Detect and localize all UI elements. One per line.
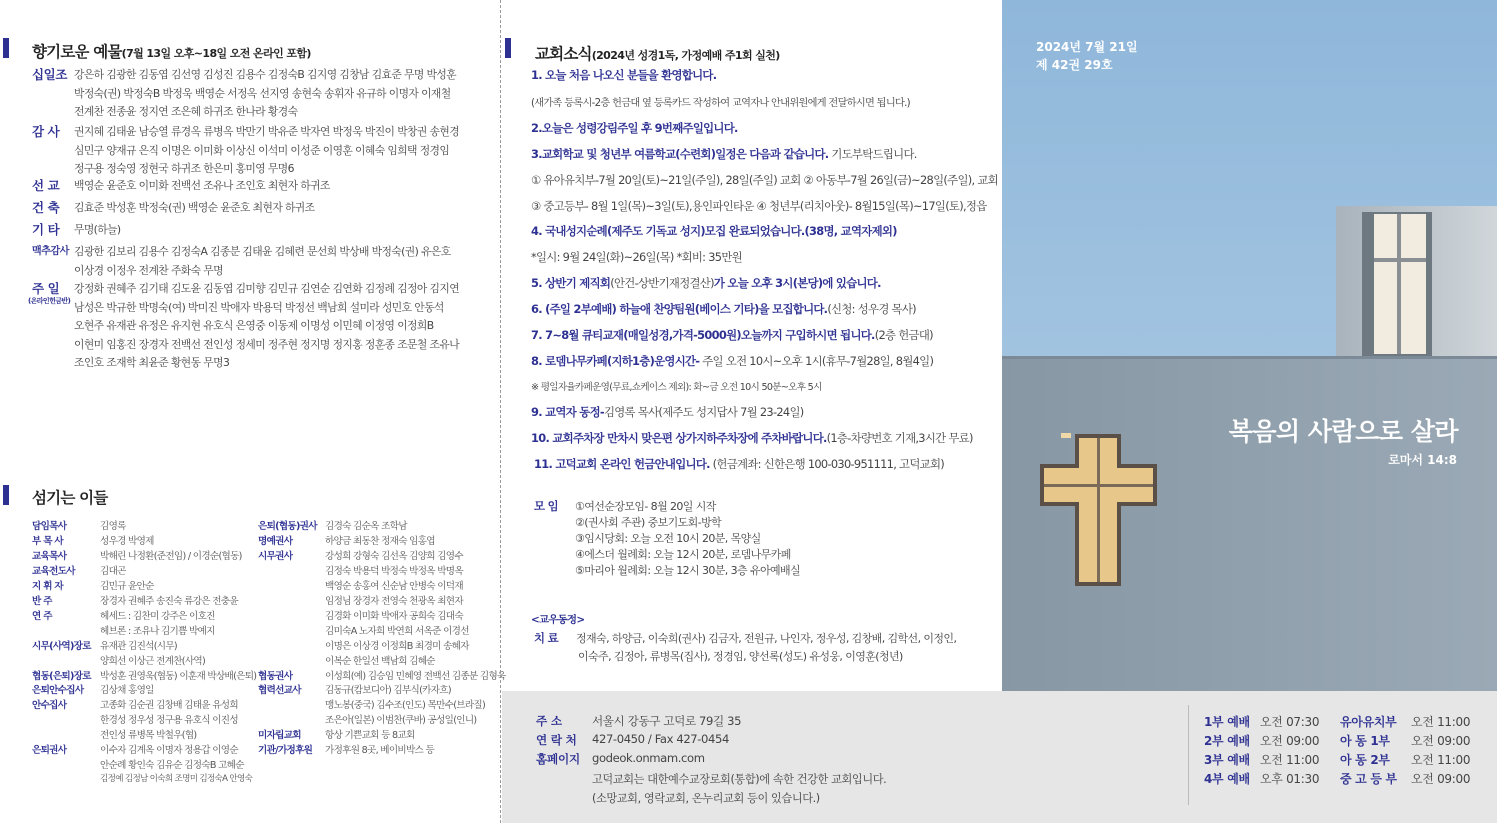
footer-contact bbox=[502, 691, 1002, 823]
gift-names: 백영순 윤준호 이미화 전백선 조유나 조인호 최현자 하귀조 bbox=[74, 179, 330, 192]
staff-names: 고종화 김순권 김창배 김태윤 유성희 bbox=[100, 700, 238, 711]
news-item-text: ③ 중고등부- 8월 1일(목)~3일(토),용인파인타운 ④ 청년부(리치아웃)- 8월15일(목)~17일(토),정읍 bbox=[531, 199, 987, 213]
staff-table bbox=[32, 518, 506, 788]
news-item bbox=[531, 353, 999, 369]
meeting-item: ③임시당회: 오늘 오전 10시 20분, 목양실 bbox=[575, 532, 761, 545]
news-item bbox=[531, 404, 999, 420]
gift-names: 김광한 김보리 김용수 김정숙A 김종분 김태윤 김혜련 문선희 박상배 박정숙(권) 유은호 이상경 이정우 전계찬 주화숙 무명 bbox=[74, 245, 451, 277]
news-item-text: 가 오늘 오후 3시(본당)에 있습니다. bbox=[713, 276, 881, 290]
staff-role: 안수집사 bbox=[32, 700, 67, 711]
gift-category: 기 타 bbox=[32, 222, 60, 237]
news-item-text: (새가족 등록시-2층 헌금대 옆 등록카드 작성하여 교역자나 안내위원에게 전달하시면 됩니다.) bbox=[531, 98, 910, 109]
staff-names: 김경숙 김순옥 조학남 bbox=[325, 521, 407, 532]
fold-line bbox=[500, 0, 501, 823]
contact-label: 연 락 처 bbox=[536, 733, 577, 747]
staff-names: 가정후원 8곳, 베이비박스 등 bbox=[325, 745, 435, 756]
gifts-title bbox=[32, 40, 311, 62]
news-item bbox=[531, 146, 999, 162]
news-item-text: *일시: 9월 24일(화)~26일(목) *회비: 35만원 bbox=[531, 250, 742, 264]
gift-names: 권지혜 김태윤 남승열 류경옥 류병옥 박만기 박유준 박자연 박정욱 박진이 박창권 송현경 심민구 양재규 은직 이명은 이미화 이상신 이석미 이성준 이영훈 이혜숙 임희택 정경임 정구용 정숙영 정현국 하귀조 한은미 홍미영 무명6 bbox=[74, 125, 460, 176]
school-time: 오전 09:00 bbox=[1411, 734, 1471, 748]
worship-times bbox=[1002, 691, 1497, 823]
staff-names: 백영순 송홍여 신순남 안병숙 이덕재 bbox=[325, 581, 463, 592]
staff-names: 박해린 나정환(준전임) / 이경순(협동) bbox=[100, 551, 242, 562]
school-time: 오전 09:00 bbox=[1411, 772, 1471, 786]
news-item bbox=[531, 198, 999, 214]
cover-theme: 복음의 사람으로 살라 bbox=[1228, 417, 1458, 446]
staff-role: 교육목사 bbox=[32, 551, 67, 562]
news-item-note: (2층 헌금대) bbox=[874, 328, 933, 342]
staff-names: 한경성 정우성 정구용 유호식 이진성 bbox=[100, 715, 238, 726]
staff-names: 임정님 장경자 전영숙 천광옥 최현자 bbox=[325, 596, 463, 607]
school-name: 아 동 1부 bbox=[1340, 734, 1390, 748]
staff-role: 기관/가정후원 bbox=[258, 745, 313, 756]
meeting-label: 모 임 bbox=[534, 499, 558, 513]
gift-category: 건 축 bbox=[32, 200, 60, 215]
cover-verse: 로마서 14:8 bbox=[1388, 453, 1457, 467]
gift-names: 무명(하늘) bbox=[74, 223, 121, 236]
service-time: 오전 07:30 bbox=[1260, 715, 1320, 729]
staff-names: 이성희(예) 김승임 민혜영 전백선 김종분 김형욱 bbox=[325, 671, 506, 682]
address: 서울시 강동구 고덕로 79길 35 bbox=[592, 714, 742, 728]
staff-names: 조은아(일본) 이범찬(쿠바) 공성일(인니) bbox=[325, 715, 477, 726]
school-name: 중 고 등 부 bbox=[1340, 772, 1397, 786]
contact: 427-0450 / Fax 427-0454 bbox=[592, 732, 729, 746]
staff-names: 김미숙A 노자희 박연희 서옥준 이경선 bbox=[325, 626, 469, 637]
news-subtitle: (2024년 성경1독, 가정예배 주1회 실천) bbox=[591, 49, 780, 62]
meeting-item: ①여선순장모임- 8월 20일 시작 bbox=[575, 500, 716, 513]
staff-names: 박성훈 권영욱(협동) 이훈재 박상배(은퇴) bbox=[100, 671, 257, 682]
cover bbox=[1002, 0, 1497, 691]
staff-names: 전인성 류병목 박철우(협) bbox=[100, 730, 197, 741]
news-item-text: 4. 국내성지순례(제주도 기독교 성지)모집 완료되었습니다.(38명, 교역자제외) bbox=[531, 224, 897, 238]
staff-names: 강성희 강형숙 김선옥 김양희 김영수 bbox=[325, 551, 463, 562]
section-marker bbox=[3, 485, 9, 505]
news-item bbox=[531, 301, 999, 317]
staff-names: 유재관 김진석(시무) bbox=[100, 641, 177, 652]
school-time: 오전 11:00 bbox=[1411, 753, 1471, 767]
gift-names: 강정화 권혜주 김기태 김도윤 김동엽 김미향 김민규 김연순 김연화 김정례 김정아 김지연 남성은 박규한 박명숙(여) 박미진 박애자 박용덕 박정선 백남희 설미라 성민호 안동석 오현주 유재관 유정은 유지현 유호식 은영중 이동제 이명성 이민혜 이정영 이정희B 이현미 임홍진 장경자 전백선 전인성 정세미 정주현 정지명 정지홍 정훈종 조문철 조유나 조인호 조재학 최윤준 황현동 무명3 bbox=[74, 282, 460, 370]
service-name: 1부 예배 bbox=[1204, 715, 1250, 729]
staff-role: 미자립교회 bbox=[258, 730, 301, 741]
news-item bbox=[531, 249, 999, 265]
news-item-note: (신청: 성우경 목사) bbox=[827, 302, 916, 316]
news-item bbox=[531, 275, 999, 291]
pastoral-header: <교우동정> bbox=[531, 614, 585, 626]
meeting-item: ④에스더 월례회: 오늘 12시 20분, 로뎀나무카페 bbox=[575, 548, 791, 561]
news-title bbox=[535, 42, 780, 64]
news-item-note: 기도부탁드립니다. bbox=[828, 147, 917, 161]
staff-names: 헤세드 : 김찬미 강주은 이호진 bbox=[100, 611, 215, 622]
news-title-text: 교회소식 bbox=[535, 45, 592, 63]
staff-role: 시무(사역)장로 bbox=[32, 641, 91, 652]
news-item bbox=[534, 456, 1002, 472]
news-item bbox=[531, 327, 999, 343]
homepage-link[interactable]: godeok.onmam.com bbox=[592, 751, 705, 765]
staff-names: 이명은 이상경 이정희B 최경미 송혜자 bbox=[325, 641, 469, 652]
staff-names: 맹노봉(중국) 김수조(인도) 목만수(브라질) bbox=[325, 700, 486, 711]
staff-role: 담임목사 bbox=[32, 521, 67, 532]
staff-title: 섬기는 이들 bbox=[32, 489, 108, 507]
address-label: 주 소 bbox=[536, 714, 562, 728]
gift-names: 김효준 박성훈 박정숙(권) 백영순 윤준호 최현자 하귀조 bbox=[74, 201, 315, 214]
news-item-text: ① 유아유치부-7월 20일(토)~21일(주일), 28일(주일) 교회 ② 아동부-7월 26일(금)~28일(주일), 교회 bbox=[531, 173, 998, 187]
cover-illustration bbox=[1002, 0, 1497, 691]
gift-category: 맥추감사 bbox=[32, 246, 70, 257]
gift-category: 선 교 bbox=[32, 178, 60, 193]
staff-names: 양희선 이상근 전계찬(사역) bbox=[100, 656, 206, 667]
staff-names: 김영록 bbox=[100, 521, 126, 532]
staff-names: 김민규 윤안순 bbox=[100, 581, 154, 592]
service-name: 4부 예배 bbox=[1204, 772, 1250, 786]
news-item bbox=[531, 379, 999, 393]
news-item-text: 10. 교회주차장 만차시 맞은편 상가지하주차장에 주차바랍니다. bbox=[531, 431, 827, 445]
news-item-text: 9. 교역자 동정- bbox=[531, 405, 604, 419]
gift-category: 십일조 bbox=[32, 67, 68, 82]
staff-names: 김정숙 박용덕 박정숙 박정옥 박명옥 bbox=[325, 566, 463, 577]
staff-role: 협동권사 bbox=[258, 671, 293, 682]
staff-names: 장경자 권혜주 송진숙 류강은 전충윤 bbox=[100, 596, 238, 607]
service-time: 오전 11:00 bbox=[1260, 753, 1320, 767]
staff-names: 김경화 이미화 박애자 공희숙 김대숙 bbox=[325, 611, 463, 622]
staff-names: 헤브론 : 조유나 김기쁨 박예지 bbox=[100, 626, 215, 637]
news-item-note: (1층-차량번호 기재,3시간 무료) bbox=[826, 431, 973, 445]
staff-names: 김대곤 bbox=[100, 566, 126, 577]
section-marker bbox=[3, 38, 9, 58]
staff-names: 이복순 한일선 백남희 김혜순 bbox=[325, 656, 435, 667]
school-name: 유아유치부 bbox=[1340, 715, 1397, 729]
staff-names: 이수자 김계옥 이명자 정용갑 이영순 bbox=[100, 745, 238, 756]
meeting-item: ⑤마리아 월례회: 오늘 12시 30분, 3층 유아예배실 bbox=[575, 564, 801, 577]
school-name: 아 동 2부 bbox=[1340, 753, 1390, 767]
meeting-item: ②(권사회 주관) 중보기도회-방학 bbox=[575, 516, 722, 529]
divider bbox=[1188, 705, 1189, 805]
service-time: 오전 09:00 bbox=[1260, 734, 1320, 748]
news-item-text: ※ 평일자율카페운영(무료,쇼케이스 제외): 화~금 오전 10시 50분~오후 5시 bbox=[531, 382, 822, 393]
homepage-label: 홈페이지 bbox=[536, 752, 580, 766]
bulletin-date: 2024년 7월 21일 bbox=[1036, 40, 1138, 54]
staff-role: 시무권사 bbox=[258, 551, 293, 562]
news-item-note: 주일 오전 10시~오후 1시(휴무-7월28일, 8월4일) bbox=[699, 354, 934, 368]
school-time: 오전 11:00 bbox=[1411, 715, 1471, 729]
news-item bbox=[531, 67, 999, 83]
staff-names: 안순례 황인숙 김유순 김정숙B 고혜순 bbox=[100, 760, 244, 771]
staff-role: 연 주 bbox=[32, 611, 52, 622]
gift-category: 감 사 bbox=[32, 124, 60, 139]
news-item bbox=[531, 172, 999, 188]
service-name: 3부 예배 bbox=[1204, 753, 1250, 767]
staff-role: 지 휘 자 bbox=[32, 581, 63, 592]
news-item-text: 7. 7~8월 큐티교재(매일성경,가격-5000원)오늘까지 구입하시면 됩니다. bbox=[531, 328, 875, 342]
staff-names: 김정예 김정남 이숙희 조명미 김정숙A 안영숙 bbox=[100, 774, 253, 784]
staff-role: 명예권사 bbox=[258, 536, 293, 547]
staff-names: 김상채 홍영일 bbox=[100, 685, 154, 696]
staff-role: 은퇴권사 bbox=[32, 745, 67, 756]
staff-names: 하양금 최동찬 정재숙 임홍엽 bbox=[325, 536, 435, 547]
gifts-title-text: 향기로운 예물 bbox=[32, 43, 122, 61]
staff-role: 교육전도사 bbox=[32, 566, 75, 577]
news-item bbox=[531, 223, 999, 239]
news-item-text: 11. 고덕교회 온라인 헌금안내입니다. bbox=[534, 457, 710, 471]
staff-role: 부 목 사 bbox=[32, 536, 63, 547]
gift-subcategory: (온라인헌금반) bbox=[28, 297, 71, 305]
footer-note: 고덕교회는 대한예수교장로회(통합)에 속한 건강한 교회입니다. bbox=[592, 773, 887, 786]
staff-role: 은퇴(협동)권사 bbox=[258, 521, 317, 532]
news-item-text: 8. 로뎀나무카페(지하1층)운영시간- bbox=[531, 354, 700, 368]
pastoral-label: 치 료 bbox=[534, 631, 558, 645]
news-item-text: 6. (주일 2부예배) 하늘애 찬양팀원(베이스 기타)을 모집합니다. bbox=[531, 302, 828, 316]
footer-note: (소망교회, 영락교회, 온누리교회 등이 있습니다.) bbox=[592, 792, 820, 805]
gifts-subtitle: (7월 13일 오후~18일 오전 온라인 포함) bbox=[121, 47, 311, 60]
news-item bbox=[531, 120, 999, 136]
news-item-text: 2.오늘은 성령강림주일 후 9번째주일입니다. bbox=[531, 121, 738, 135]
pastoral-line: 이숙주, 김정아, 류병목(집사), 정경임, 양선록(성도) 유성웅, 이영훈(청년) bbox=[578, 650, 903, 663]
gift-category: 주 일 bbox=[32, 281, 60, 296]
news-item-note: 김영록 목사(제주도 성지답사 7월 23-24일) bbox=[603, 405, 804, 419]
news-item-text: 3.교회학교 및 청년부 여름학교(수련회)일정은 다음과 같습니다. bbox=[531, 147, 829, 161]
pastoral-line: 정재숙, 하양금, 이숙희(권사) 김금자, 전원규, 나인자, 정우성, 김창배, 김학선, 이정인, bbox=[576, 632, 957, 645]
staff-names: 성우경 박영제 bbox=[100, 536, 154, 547]
staff-role: 협동(은퇴)장로 bbox=[32, 671, 91, 682]
staff-role: 은퇴안수집사 bbox=[32, 685, 84, 696]
service-time: 오후 01:30 bbox=[1260, 772, 1320, 786]
staff-role: 협력선교사 bbox=[258, 685, 301, 696]
staff-role: 반 주 bbox=[32, 596, 52, 607]
section-marker bbox=[505, 38, 511, 58]
news-item-note: (안건-상반기재정결산) bbox=[610, 276, 714, 290]
news-item-text: 5. 상반기 제직회 bbox=[531, 276, 611, 290]
staff-names: 항상 기쁜교회 등 8교회 bbox=[325, 730, 415, 741]
service-name: 2부 예배 bbox=[1204, 734, 1250, 748]
news-item-text: 1. 오늘 처음 나오신 분들을 환영합니다. bbox=[531, 68, 717, 82]
staff-names: 김동규(캄보디아) 김부식(카자흐) bbox=[325, 685, 451, 696]
gift-names: 강은하 김광한 김동엽 김선영 김성진 김용수 김정숙B 김지영 김창남 김효준 무명 박성훈 박정숙(권) 박정숙B 박정욱 백영순 서정옥 선지영 송현숙 송휘자 유규하 이명자 이재철 전계찬 전종윤 정지연 조은혜 하귀조 한나라 황경숙 bbox=[74, 68, 456, 119]
news-item-note: (헌금계좌: 신한은행 100-030-951111, 고덕교회) bbox=[709, 457, 945, 471]
news-item bbox=[531, 94, 999, 109]
bulletin-volume: 제 42권 29호 bbox=[1036, 58, 1113, 72]
news-item bbox=[531, 430, 999, 446]
